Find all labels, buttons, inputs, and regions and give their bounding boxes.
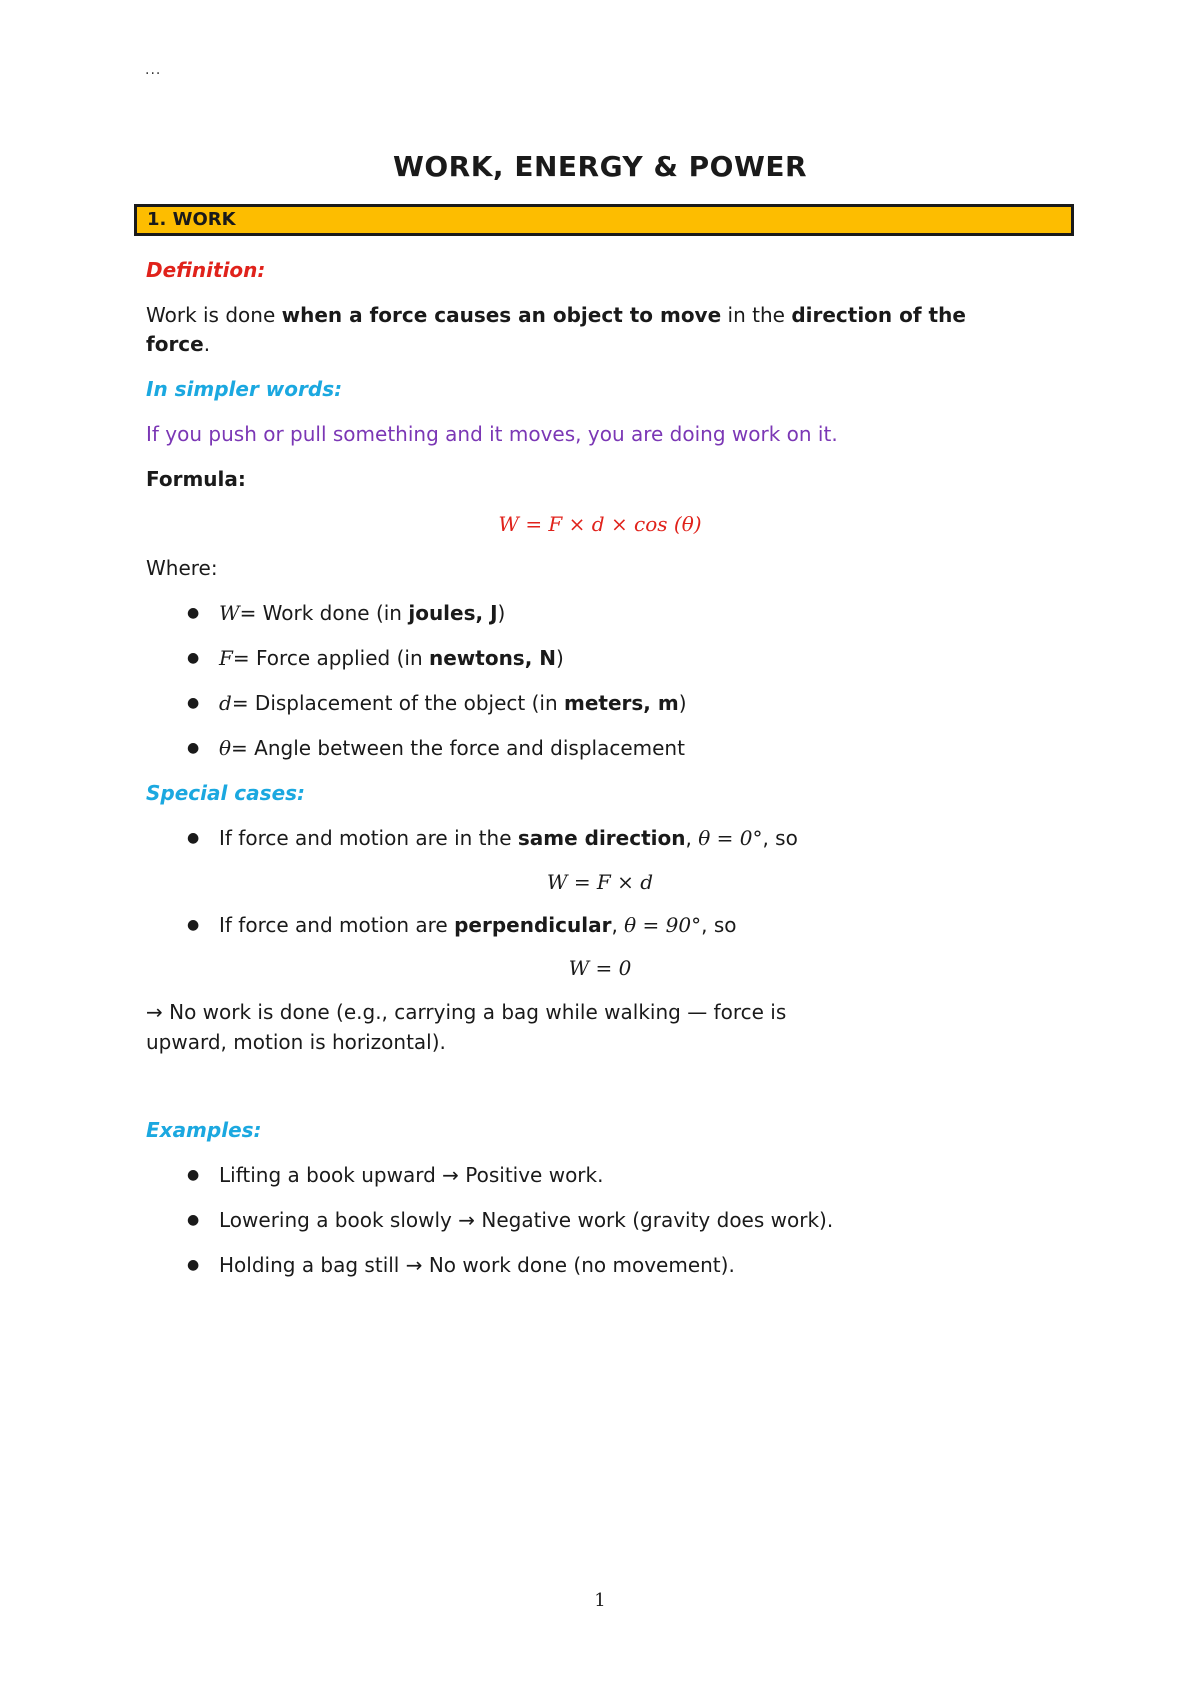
work-formula: W = F × d × cos (θ) [498, 512, 702, 536]
list-item-angle: θ= Angle between the force and displacement [219, 736, 685, 760]
special-cases-heading: Special cases: [146, 781, 306, 805]
definition-heading: Definition: [146, 258, 266, 282]
example-item: Lifting a book upward → Positive work. [219, 1163, 604, 1187]
section-heading-work: 1. WORK [134, 204, 1074, 236]
formula-heading: Formula: [146, 467, 246, 491]
bullet-icon: ● [187, 1212, 200, 1228]
list-item-displacement: d= Displacement of the object (in meters, m) [219, 691, 687, 715]
special-case-same-direction: If force and motion are in the same direction, θ = 0°, so [219, 826, 798, 850]
formula-perpendicular: W = 0 [568, 956, 632, 980]
list-item-work: W= Work done (in joules, J) [219, 601, 506, 625]
page-title: WORK, ENERGY & POWER [392, 150, 808, 183]
bullet-icon: ● [187, 740, 200, 756]
page-number: 1 [594, 1590, 606, 1611]
list-item-force: F= Force applied (in newtons, N) [219, 646, 564, 670]
bullet-icon: ● [187, 695, 200, 711]
examples-heading: Examples: [146, 1118, 262, 1142]
formula-same-direction: W = F × d [546, 870, 654, 894]
no-work-note: → No work is done (e.g., carrying a bag while walking — force is [146, 1000, 787, 1024]
simpler-heading: In simpler words: [146, 377, 343, 401]
header-mark: ... [145, 62, 162, 78]
bullet-icon: ● [187, 605, 200, 621]
bullet-icon: ● [187, 1167, 200, 1183]
bullet-icon: ● [187, 1257, 200, 1273]
example-item: Lowering a book slowly → Negative work (gravity does work). [219, 1208, 834, 1232]
bullet-icon: ● [187, 830, 200, 846]
definition-text: Work is done when a force causes an object to move in the direction of the [146, 303, 966, 327]
simpler-text: If you push or pull something and it moves, you are doing work on it. [146, 422, 838, 446]
no-work-note-line2: upward, motion is horizontal). [146, 1030, 446, 1054]
example-item: Holding a bag still → No work done (no movement). [219, 1253, 735, 1277]
bullet-icon: ● [187, 650, 200, 666]
where-label: Where: [146, 556, 218, 580]
definition-text-line2: force. [146, 332, 211, 356]
bullet-icon: ● [187, 917, 200, 933]
special-case-perpendicular: If force and motion are perpendicular, θ = 90°, so [219, 913, 737, 937]
